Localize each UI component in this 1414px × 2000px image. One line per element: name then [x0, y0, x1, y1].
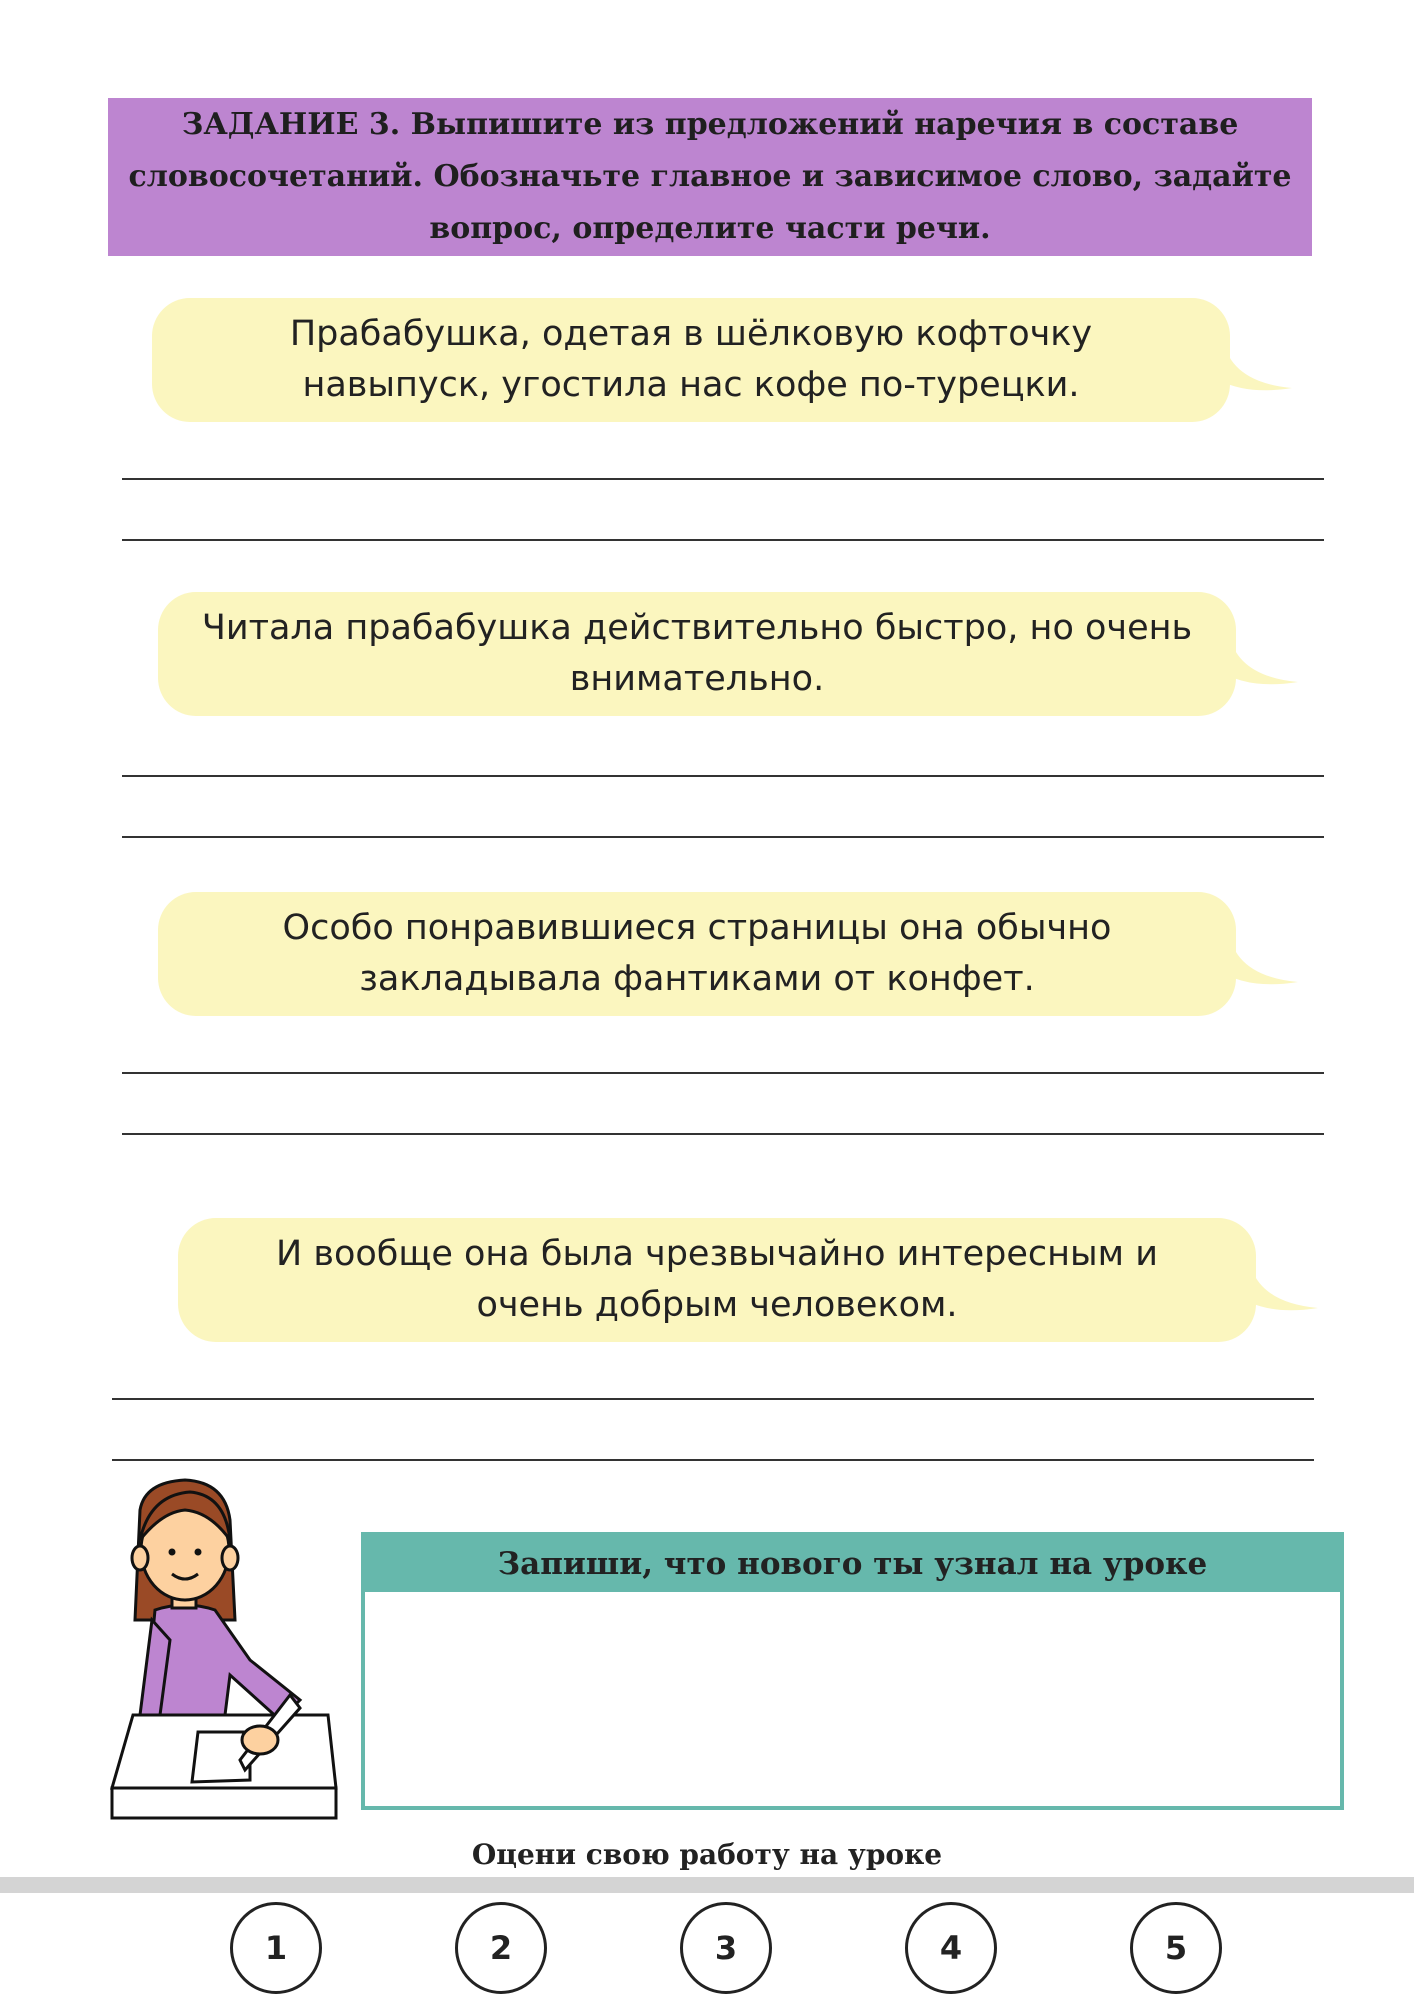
answer-line[interactable]	[122, 539, 1324, 541]
sentence-2: Читала прабабушка действительно быстро, но очень внимательно.	[201, 608, 1193, 699]
rating-option-3[interactable]: 3	[680, 1902, 772, 1994]
reflection-box	[361, 1532, 1344, 1810]
sentence-bubble-1	[152, 298, 1292, 424]
rating-option-1[interactable]: 1	[230, 1902, 322, 1994]
sentence-1: Прабабушка, одетая в шёлковую кофточку навыпуск, угостила нас кофе по-турецки.	[289, 314, 1093, 405]
rating-option-2[interactable]: 2	[455, 1902, 547, 1994]
answer-line[interactable]	[122, 775, 1324, 777]
reflection-prompt: Запиши, что нового ты узнал на уроке	[497, 1546, 1208, 1582]
rating-title: Оцени свою работу на уроке	[471, 1838, 943, 1871]
task-title: ЗАДАНИЕ 3. Выпишите из предложений наречия в составе словосочетаний. Обозначьте главное и зависимое слово, задайте вопрос, определите части речи.	[128, 107, 1292, 246]
sentence-bubble-3	[158, 892, 1298, 1018]
rating-option-4[interactable]: 4	[905, 1902, 997, 1994]
sentence-3: Особо понравившиеся страницы она обычно закладывала фантиками от конфет.	[282, 908, 1112, 999]
rating-divider	[0, 1877, 1414, 1893]
sentence-4: И вообще она была чрезвычайно интересным и очень добрым человеком.	[276, 1234, 1158, 1325]
answer-line[interactable]	[112, 1398, 1314, 1400]
student-writing-illustration	[100, 1470, 350, 1830]
reflection-answer-area[interactable]	[365, 1592, 1340, 1806]
reflection-header	[365, 1536, 1340, 1592]
rating-option-5[interactable]: 5	[1130, 1902, 1222, 1994]
answer-line[interactable]	[122, 1072, 1324, 1074]
answer-line[interactable]	[122, 836, 1324, 838]
sentence-bubble-2	[158, 592, 1298, 718]
sentence-bubble-4	[178, 1218, 1318, 1344]
answer-line[interactable]	[112, 1459, 1314, 1461]
answer-line[interactable]	[122, 1133, 1324, 1135]
task-header	[108, 98, 1312, 256]
answer-line[interactable]	[122, 478, 1324, 480]
